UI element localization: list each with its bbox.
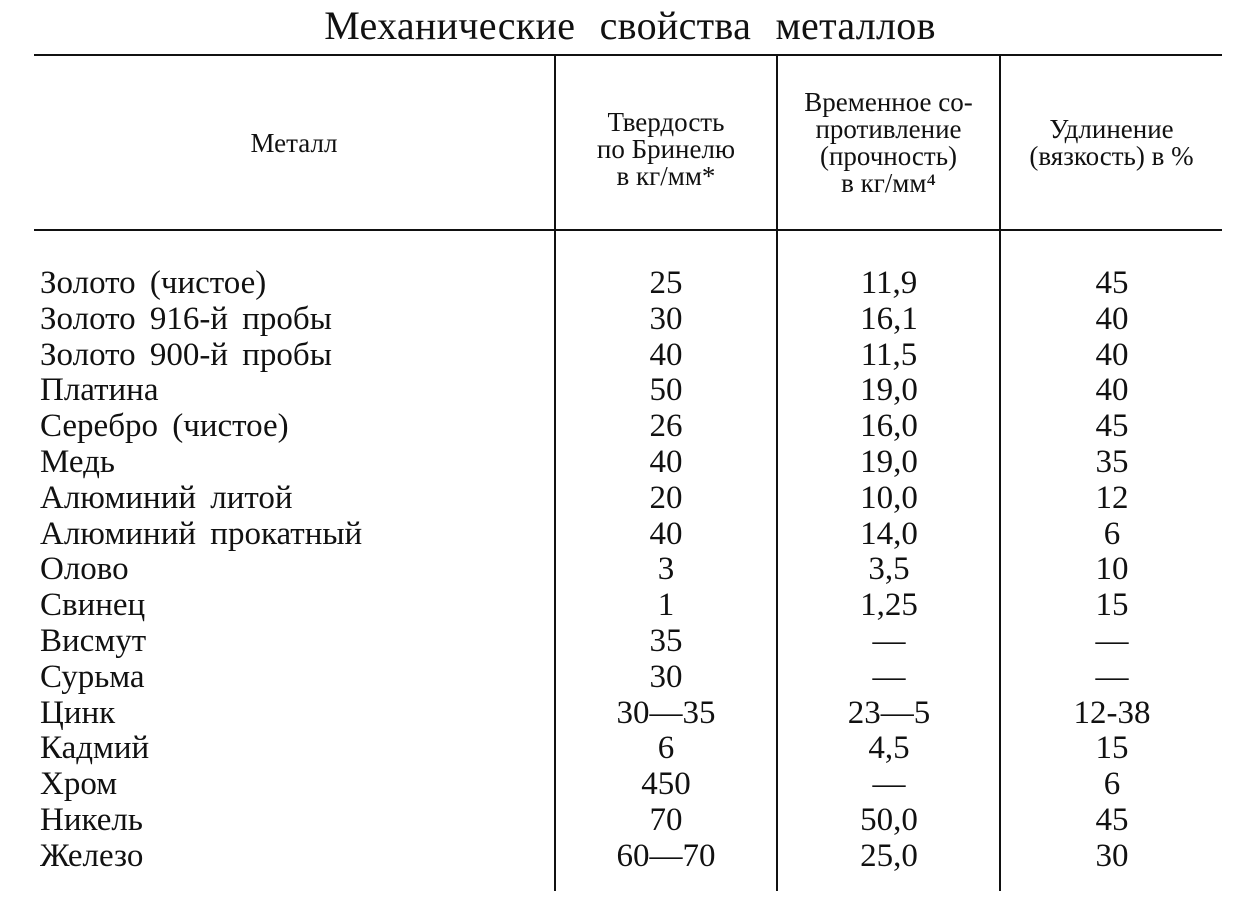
elongation-value: — [1095, 622, 1129, 659]
table-row [34, 338, 1222, 374]
table-row [34, 696, 1222, 732]
strength-value: 16,0 [860, 408, 918, 445]
hardness-value: 70 [649, 801, 683, 838]
strength-value: 10,0 [860, 479, 918, 516]
elongation-value: 12 [1095, 479, 1129, 516]
elongation-value: 12-38 [1073, 694, 1151, 731]
strength-value: 19,0 [860, 443, 918, 480]
hardness-value: 30 [649, 300, 683, 337]
strength-value: 25,0 [860, 837, 918, 874]
elongation-value: 45 [1095, 801, 1129, 838]
table-row [34, 517, 1222, 553]
elongation-value: — [1095, 658, 1129, 695]
table-row [34, 839, 1222, 875]
metal-name: Алюминий литой [40, 479, 293, 516]
table-row [34, 302, 1222, 338]
metal-name: Алюминий прокатный [40, 515, 363, 552]
elongation-value: 40 [1095, 336, 1129, 373]
strength-value: 4,5 [868, 730, 910, 767]
strength-value: 11,5 [860, 336, 918, 373]
table-row [34, 481, 1222, 517]
hardness-value: 450 [641, 766, 691, 803]
page-title: Механические свойства металлов [324, 3, 936, 48]
elongation-value: 6 [1103, 515, 1121, 552]
elongation-value: 40 [1095, 372, 1129, 409]
hardness-value: 26 [649, 408, 683, 445]
metal-name: Цинк [40, 694, 116, 731]
table-row [34, 445, 1222, 481]
metal-name: Медь [40, 443, 115, 480]
strength-value: — [872, 622, 906, 659]
metal-name: Свинец [40, 587, 146, 624]
hardness-value: 40 [649, 443, 683, 480]
hardness-value: 50 [649, 372, 683, 409]
table-row [34, 266, 1222, 302]
strength-value: 23—5 [847, 694, 931, 731]
strength-value: 11,9 [860, 265, 918, 301]
strength-value: — [872, 658, 906, 695]
metal-name: Хром [40, 766, 118, 803]
elongation-value: 30 [1095, 837, 1129, 874]
metal-name: Платина [40, 372, 159, 409]
elongation-value: 35 [1095, 443, 1129, 480]
hardness-value: 40 [649, 336, 683, 373]
hardness-value: 60—70 [616, 837, 716, 874]
table-row [34, 373, 1222, 409]
table-row [34, 624, 1222, 660]
table-row [34, 552, 1222, 588]
elongation-value: 45 [1095, 265, 1129, 301]
elongation-value: 15 [1095, 587, 1129, 624]
metal-name: Золото 916-й пробы [40, 300, 332, 337]
metal-name: Кадмий [40, 730, 150, 767]
metal-name: Серебро (чистое) [40, 408, 289, 445]
header-hardness: Твердость по Бринелю в кг/мм* [596, 106, 736, 191]
elongation-value: 45 [1095, 408, 1129, 445]
hardness-value: 30—35 [616, 694, 716, 731]
strength-value: 3,5 [868, 551, 910, 588]
table-row [34, 660, 1222, 696]
elongation-value: 10 [1095, 551, 1129, 588]
metal-name: Висмут [40, 622, 147, 659]
table-body [34, 266, 1222, 875]
elongation-value: 40 [1095, 300, 1129, 337]
metal-name: Золото (чистое) [40, 265, 267, 301]
metal-name: Олово [40, 551, 129, 588]
header-strength: Временное со- противление (прочность) в кг/мм⁴ [804, 87, 973, 198]
table-row [34, 409, 1222, 445]
metal-name: Золото 900-й пробы [40, 336, 332, 373]
strength-value: 16,1 [860, 300, 918, 337]
hardness-value: 20 [649, 479, 683, 516]
strength-value: 50,0 [860, 801, 918, 838]
header-metal: Металл [250, 127, 338, 158]
strength-value: 19,0 [860, 372, 918, 409]
metal-name: Никель [40, 801, 143, 838]
elongation-value: 6 [1103, 766, 1121, 803]
table-row [34, 588, 1222, 624]
table-row [34, 803, 1222, 839]
header-elongation: Удлинение (вязкость) в % [1029, 114, 1194, 171]
table-top-rule [34, 54, 1222, 56]
hardness-value: 25 [649, 265, 683, 301]
table-row [34, 731, 1222, 767]
hardness-value: 1 [657, 587, 675, 624]
hardness-value: 40 [649, 515, 683, 552]
metal-name: Сурьма [40, 658, 145, 695]
strength-value: 1,25 [860, 587, 918, 624]
hardness-value: 3 [657, 551, 675, 588]
hardness-value: 35 [649, 622, 683, 659]
strength-value: — [872, 766, 906, 803]
elongation-value: 15 [1095, 730, 1129, 767]
hardness-value: 30 [649, 658, 683, 695]
strength-value: 14,0 [860, 515, 918, 552]
table-row [34, 767, 1222, 803]
metal-name: Железо [40, 837, 144, 874]
hardness-value: 6 [657, 730, 675, 767]
